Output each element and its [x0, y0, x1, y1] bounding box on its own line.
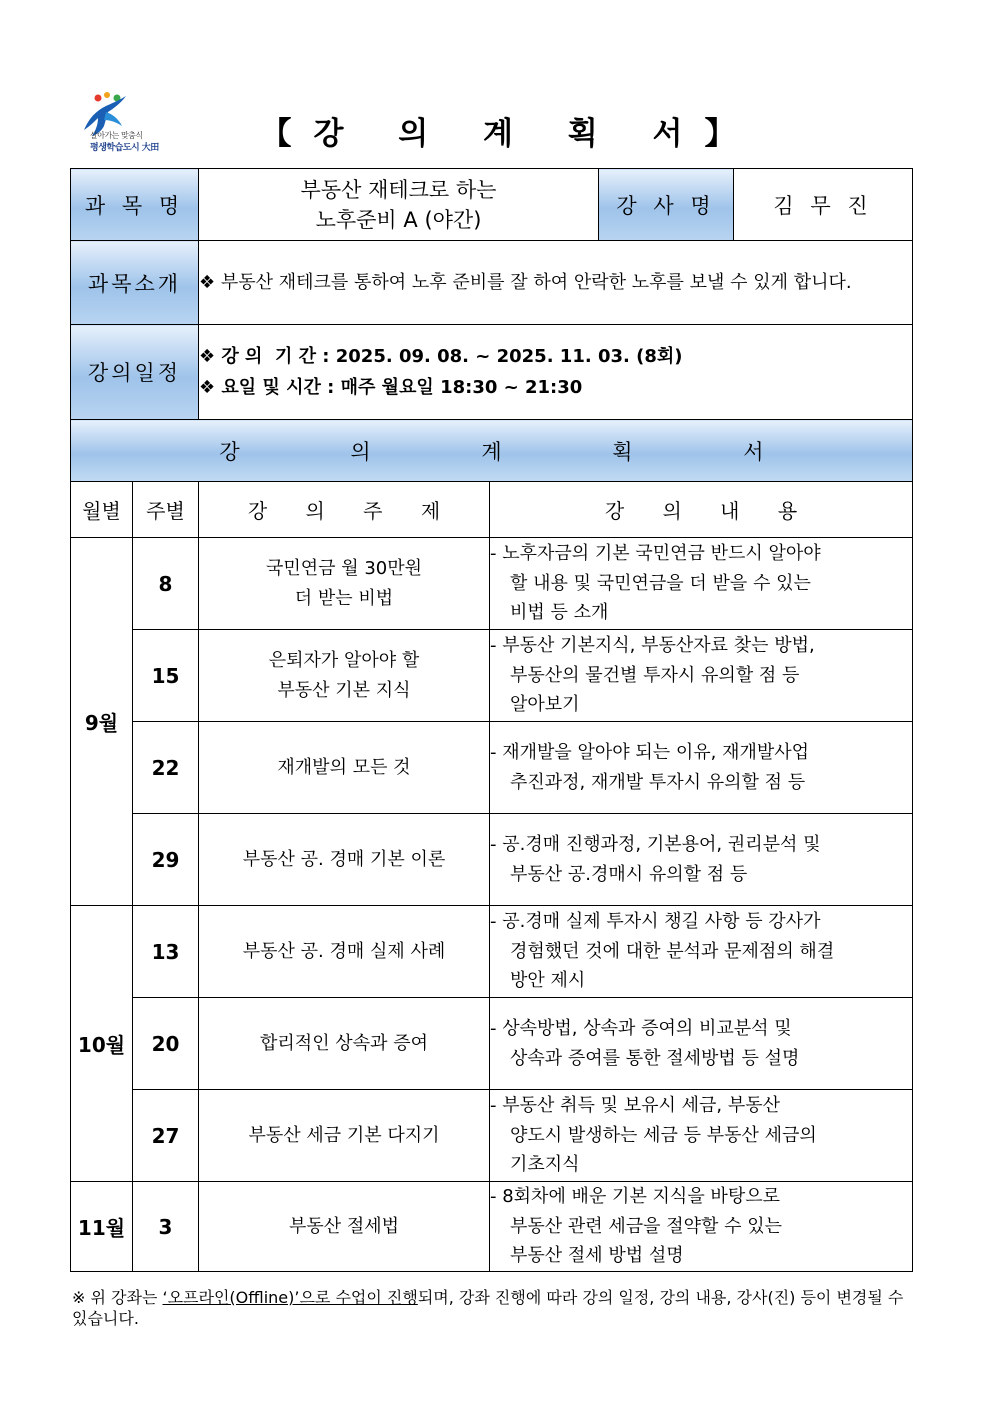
content-line: 할 내용 및 국민연금을 더 받을 수 있는: [510, 572, 811, 594]
table-row: [71, 998, 913, 1090]
content-line: 추진과정, 재개발 투자시 유의할 점 등: [510, 771, 806, 793]
content-line: - 재개발을 알아야 되는 이유, 재개발사업: [490, 742, 810, 763]
content-line: 부동산의 물건별 투자시 유의할 점 등: [510, 664, 800, 686]
course-name-line1: 부동산 재테크로 하는: [300, 177, 497, 202]
footnote-suffix: 되며, 강좌 진행에 따라 강의 일정, 강의 내용, 강사(진) 등이 변경될 수 있습니다.: [72, 1288, 904, 1328]
topic-line: 부동산 세금 기본 다지기: [248, 1124, 440, 1146]
topic-line: 합리적인 상속과 증여: [260, 1032, 428, 1054]
logo-slogan: 살아가는 맞춤식: [90, 131, 143, 140]
content-line: - 부동산 취득 및 보유시 세금, 부동산: [490, 1095, 780, 1117]
intro-row: [71, 241, 913, 325]
content-line: 기초지식: [510, 1154, 580, 1176]
topic-line: 부동산 기본 지식: [277, 679, 411, 701]
week-cell: 8: [133, 538, 199, 630]
topic-line: 부동산 공. 경매 실제 사례: [242, 940, 446, 962]
topic-line: 부동산 공. 경매 기본 이론: [242, 848, 446, 870]
week-cell: 27: [133, 1090, 199, 1182]
topic-cell: [199, 1182, 490, 1272]
content-cell: [490, 1182, 913, 1272]
column-header-row: [71, 482, 913, 538]
content-line: 비법 등 소개: [510, 602, 609, 624]
content-line: - 노후자금의 기본 국민연금 반드시 알아야: [490, 543, 821, 565]
page-title: 【강 의 계 획 서】: [260, 116, 758, 152]
topic-line: 더 받는 비법: [294, 587, 394, 609]
topic-cell: [199, 630, 490, 722]
week-cell: 13: [133, 906, 199, 998]
lecture-plan-table: [70, 168, 913, 1272]
col-topic: 강 의 주 제: [199, 482, 490, 538]
instructor-name: 김 무 진: [734, 169, 913, 241]
content-cell: [490, 722, 913, 814]
content-cell: [490, 630, 913, 722]
schedule-period: ❖ 강 의 기 간 : 2025. 09. 08. ~ 2025. 11. 03. (8회): [199, 346, 683, 367]
table-row: [71, 1182, 913, 1272]
content-line: 부동산 공.경매시 유의할 점 등: [510, 863, 748, 885]
week-cell: 15: [133, 630, 199, 722]
topic-line: 국민연금 월 30만원: [265, 557, 423, 579]
footnote-underlined: ‘오프라인(Offline)’으로 수업이 진행: [162, 1288, 418, 1307]
plan-band: 강 의 계 획 서: [71, 420, 913, 482]
table-row: [71, 538, 913, 630]
month-cell: 10월: [71, 906, 133, 1182]
content-line: 알아보기: [510, 694, 580, 716]
topic-cell: [199, 722, 490, 814]
content-line: 경험했던 것에 대한 분석과 문제점의 해결: [510, 940, 835, 962]
month-cell: 9월: [71, 538, 133, 906]
table-row: [71, 1090, 913, 1182]
course-row: [71, 169, 913, 241]
course-label: 과 목 명: [71, 169, 199, 241]
content-line: 상속과 증여를 통한 절세방법 등 설명: [510, 1047, 800, 1069]
intro-content: [199, 241, 913, 325]
intro-text: ❖ 부동산 재테크를 통하여 노후 준비를 잘 하여 안락한 노후를 보낼 수 있게 합니다.: [199, 272, 852, 293]
footnote-prefix: ※ 위 강좌는: [72, 1288, 163, 1307]
content-cell: [490, 1090, 913, 1182]
schedule-label: 강의일정: [71, 325, 199, 420]
table-row: [71, 814, 913, 906]
course-name-line2: 노후준비 A (야간): [315, 207, 482, 232]
content-line: - 8회차에 배운 기본 지식을 바탕으로: [490, 1186, 780, 1208]
content-line: - 공.경매 실제 투자시 챙길 사항 등 강사가: [490, 911, 821, 933]
topic-cell: [199, 906, 490, 998]
content-line: - 공.경매 진행과정, 기본용어, 권리분석 및: [490, 834, 821, 855]
content-line: - 부동산 기본지식, 부동산자료 찾는 방법,: [490, 635, 815, 657]
schedule-row: [71, 325, 913, 420]
logo-name: 평생학습도시 大田: [90, 143, 159, 153]
table-row: [71, 906, 913, 998]
content-cell: [490, 906, 913, 998]
topic-line: 재개발의 모든 것: [277, 756, 411, 778]
topic-cell: [199, 814, 490, 906]
content-cell: [490, 998, 913, 1090]
table-row: [71, 630, 913, 722]
content-line: 양도시 발생하는 세금 등 부동산 세금의: [510, 1124, 817, 1146]
content-cell: [490, 538, 913, 630]
topic-cell: [199, 1090, 490, 1182]
topic-line: 부동산 절세법: [288, 1215, 400, 1237]
footnote: [72, 1287, 914, 1329]
schedule-content: [199, 325, 913, 420]
topic-line: 은퇴자가 알아야 할: [268, 649, 420, 671]
week-cell: 20: [133, 998, 199, 1090]
content-cell: [490, 814, 913, 906]
topic-cell: [199, 998, 490, 1090]
schedule-time: ❖ 요일 및 시간 : 매주 월요일 18:30 ~ 21:30: [199, 377, 583, 398]
table-row: [71, 722, 913, 814]
content-line: 부동산 관련 세금을 절약할 수 있는: [510, 1215, 783, 1237]
week-cell: 29: [133, 814, 199, 906]
col-content: 강 의 내 용: [490, 482, 913, 538]
instructor-label: 강 사 명: [599, 169, 734, 241]
content-line: - 상속방법, 상속과 증여의 비교분석 및: [490, 1018, 792, 1039]
week-cell: 3: [133, 1182, 199, 1272]
content-line: 방안 제시: [510, 970, 586, 992]
week-cell: 22: [133, 722, 199, 814]
col-month: 월별: [71, 482, 133, 538]
intro-label: 과목소개: [71, 241, 199, 325]
month-cell: 11월: [71, 1182, 133, 1272]
course-name: [199, 169, 599, 241]
content-line: 부동산 절세 방법 설명: [510, 1245, 684, 1267]
topic-cell: [199, 538, 490, 630]
plan-band-row: [71, 420, 913, 482]
col-week: 주별: [133, 482, 199, 538]
